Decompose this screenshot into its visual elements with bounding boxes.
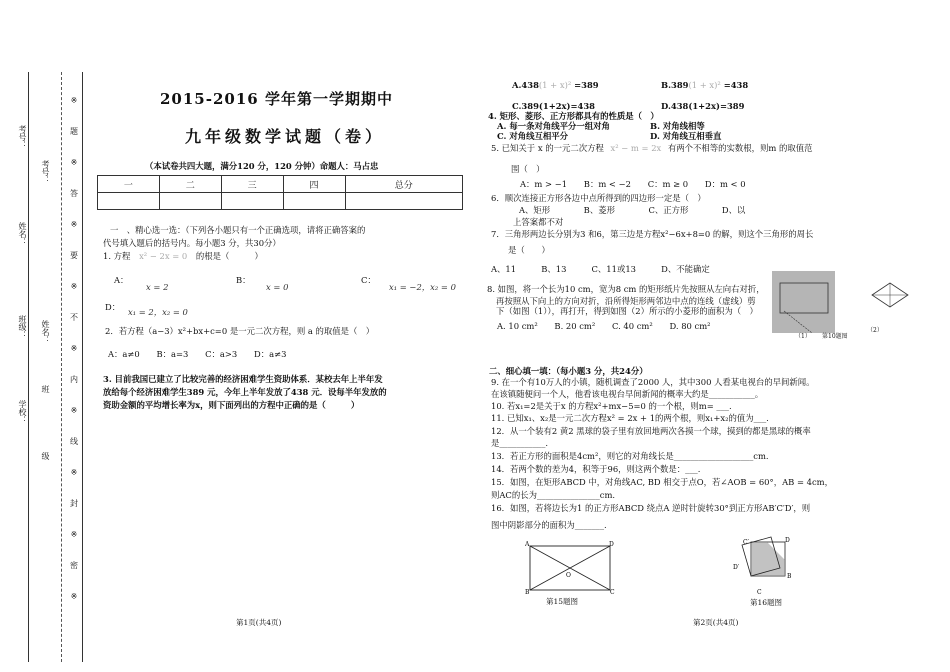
- q9-line-2: 在该镇随便问一个人，他看该电视台早间新闻的概率大约是___________。: [491, 389, 764, 399]
- seal-line: [61, 72, 62, 662]
- q10-stem: 10. 若x₁=2是关于x 的方程x²+mx−5=0 的一个根，则m= ___.: [491, 401, 732, 411]
- seal-text-column: [68, 85, 80, 612]
- margin-label-exam-no-2: 考号：: [41, 160, 50, 184]
- exam-info: （本试卷共四大题，满分120 分，120 分钟）命题人：马占忠: [145, 161, 379, 171]
- margin-line: [28, 72, 29, 662]
- score-header-1: 一: [98, 176, 160, 193]
- section2-heading: 二、细心填一填：（每小题3 分，共24分）: [489, 366, 648, 376]
- score-cell[interactable]: [345, 193, 463, 210]
- q5-line-2: 围（ ）: [511, 164, 545, 174]
- figure-q15: [525, 540, 615, 595]
- figure-q16: [727, 534, 797, 596]
- score-header-2: 二: [159, 176, 221, 193]
- margin-label-name-2: 姓名：: [41, 320, 50, 344]
- section1-heading-2: 代号填入题后的括号内。每小题3 分，共30分）: [103, 238, 281, 248]
- seal-char: ※: [70, 220, 78, 229]
- q9-line-1: 9. 在一个有10万人的小镇，随机调查了2000 人，其中300 人看某电视台的早间新闻。: [491, 377, 815, 387]
- q3-option-c: C.389(1+2x)=438: [512, 101, 596, 111]
- q1-option-c-value: x₁ = −2，x₂ = 0: [389, 282, 456, 292]
- q3-line-2: 放给每个经济困难学生389 元，今年上半年发放了438 元．设每半年发放的: [103, 387, 387, 397]
- seal-char: ※: [70, 530, 78, 539]
- score-cell[interactable]: [98, 193, 160, 210]
- q14-stem: 14．若两个数的差为4，积等于96，则这两个数是：___.: [491, 464, 701, 474]
- figure-q16-point-c: C: [757, 589, 762, 596]
- q8-line-2: 再按照从下向上的方向对折，沿所得矩形两邻边中点的连线（虚线）剪: [496, 296, 756, 306]
- seal-char: ※: [70, 158, 78, 167]
- figure-q15-caption: 第15题图: [546, 597, 579, 606]
- q1-option-d: D：: [105, 302, 121, 312]
- seal-char: 答: [70, 189, 78, 198]
- q3-option-d: D.438(1+2x)=389: [661, 101, 745, 111]
- q5-stem: 5. 已知关于 x 的一元二次方程 x² − m = 2x 有两个不相等的实数根，则m 的取值范: [491, 143, 813, 153]
- seal-char: 密: [70, 561, 78, 570]
- seal-char: 线: [70, 437, 78, 446]
- q8-line-3: 下（如图（1）），再打开，得到如图（2）所示的小菱形的面积为（ ）: [496, 306, 758, 316]
- seal-char: 题: [70, 127, 78, 136]
- q3-option-a: A.438(1 + x)² =389: [512, 80, 599, 90]
- q6-options: A、矩形 B、菱形 C、正方形 D、以: [519, 205, 746, 215]
- q16-line-2: 图中阴影部分的面积为_______.: [491, 520, 607, 530]
- q3-option-b: B.389(1 + x)² =438: [661, 80, 749, 90]
- seal-char: 不: [70, 313, 78, 322]
- q2-stem: 2．若方程（a−3）x²+bx+c=0 是一元二次方程，则 a 的取值是（ ）: [105, 326, 375, 336]
- seal-char: ※: [70, 468, 78, 477]
- seal-char: ※: [70, 592, 78, 601]
- seal-char: ※: [70, 96, 78, 105]
- figure-q15-point-d: D: [609, 541, 614, 548]
- q11-stem: 11. 已知x₁、x₂是一元二次方程x² = 2x + 1的两个根，则x₁+x₂的值为___.: [491, 413, 769, 423]
- q12-line-1: 12．从一个装有2 黄2 黑球的袋子里有放回地两次各摸一个球，摸到的都是黑球的概率: [491, 426, 811, 436]
- q4-option-b: B. 对角线相等: [650, 121, 705, 131]
- margin-label-school: 学校：: [18, 400, 27, 424]
- q1-stem: 1. 方程 x² − 2x = 0 的根是（ ）: [103, 251, 263, 261]
- figure-q15-point-b: B: [525, 589, 530, 595]
- figure-q10-caption: 第10题图: [822, 333, 848, 340]
- figure-q15-point-o: O: [566, 572, 571, 579]
- page-2-footer: 第2页(共4页): [693, 618, 739, 627]
- seal-border: [82, 72, 83, 662]
- q8-line-1: 8. 如图，将一个长为10 cm，宽为8 cm 的矩形纸片先按照从左向右对折，: [487, 284, 765, 294]
- q7-options: A、11 B、13 C、11或13 D、不能确定: [491, 264, 710, 274]
- q4-stem: 4. 矩形、菱形、正方形都具有的性质是（ ）: [488, 111, 659, 121]
- margin-label-ban: 班: [41, 385, 50, 393]
- exam-title: 2015-2016 学年第一学期期中: [160, 90, 393, 108]
- q6-stem: 6．顺次连接正方形各边中点所得到的四边形一定是（ ）: [491, 193, 706, 203]
- q8-options: A. 10 cm² B. 20 cm² C. 40 cm² D. 80 cm²: [497, 321, 711, 331]
- margin-label-name: 姓名：: [18, 222, 27, 246]
- q5-options: A：m > −1 B：m < −2 C：m ≥ 0 D：m < 0: [520, 179, 746, 189]
- score-cell[interactable]: [159, 193, 221, 210]
- q15-line-1: 15．如图，在矩形ABCD 中，对角线AC, BD 相交于点O，若∠AOB = 60°，AB = 4cm，: [491, 477, 833, 487]
- seal-char: ※: [70, 344, 78, 353]
- q12-line-2: 是___________.: [491, 438, 549, 448]
- figure-q10: [772, 271, 932, 337]
- figure-q15-point-a: A: [525, 541, 530, 548]
- score-cell[interactable]: [221, 193, 283, 210]
- figure-q10-paper: [772, 271, 835, 333]
- figure-q10-label-1: （1）: [795, 333, 811, 340]
- q1-option-a: A：: [114, 275, 129, 285]
- score-header-4: 四: [283, 176, 345, 193]
- seal-char: 内: [70, 375, 78, 384]
- figure-q16-point-c-prime: C′: [743, 539, 749, 546]
- seal-char: 封: [70, 499, 78, 508]
- seal-char: 要: [70, 251, 78, 260]
- exam-subtitle: 九年级数学试题（卷）: [185, 127, 386, 146]
- q13-stem: 13．若正方形的面积是4cm²，则它的对角线长是___________________cm.: [491, 451, 769, 461]
- seal-char: ※: [70, 282, 78, 291]
- q4-option-a: A. 每一条对角线平分一组对角: [497, 121, 610, 131]
- page-1-footer: 第1页(共4页): [236, 618, 282, 627]
- figure-q16-point-d: D: [785, 537, 790, 544]
- margin-label-class: 班级：: [18, 315, 27, 339]
- q16-line-1: 16．如图，若将边长为1 的正方形ABCD 绕点A 逆时针旋转30°到正方形AB′C′D′，则: [491, 503, 811, 513]
- seal-char: ※: [70, 406, 78, 415]
- q15-line-2: 则AC的长为_______________cm.: [491, 490, 616, 500]
- score-header-3: 三: [221, 176, 283, 193]
- figure-q16-point-d-prime: D′: [733, 564, 740, 571]
- q3-line-3: 资助金额的平均增长率为x，则下面列出的方程中正确的是（ ）: [103, 400, 360, 410]
- q7-stem: 7．三角形两边长分别为3 和6，第三边是方程x²−6x+8=0 的解，则这个三角形的周长: [491, 229, 814, 239]
- q1-option-b: B：: [236, 275, 251, 285]
- q1-option-d-value: x₁ = 2，x₂ = 0: [128, 307, 188, 317]
- q4-option-c: C. 对角线互相平分: [497, 131, 568, 141]
- q1-option-a-value: x = 2: [146, 282, 169, 292]
- score-table: [97, 175, 463, 210]
- figure-q10-label-2: （2）: [867, 327, 883, 334]
- q3-line-1: 3. 目前我国已建立了比较完善的经济困难学生资助体系．某校去年上半年发: [103, 374, 383, 384]
- q2-options: A：a≠0 B：a=3 C：a>3 D：a≠3: [108, 349, 287, 359]
- figure-q15-point-c: C: [610, 589, 615, 595]
- figure-q16-point-b: B: [787, 573, 792, 580]
- section1-heading: 一 、精心选一选：（下列各小题只有一个正确选项，请将正确答案的: [110, 225, 366, 235]
- figure-q16-caption: 第16题图: [750, 598, 783, 607]
- q4-option-d: D. 对角线互相垂直: [650, 131, 722, 141]
- margin-label-ji: 级: [41, 452, 50, 460]
- score-cell[interactable]: [283, 193, 345, 210]
- q1-option-c: C：: [361, 275, 376, 285]
- q1-option-b-value: x = 0: [266, 282, 289, 292]
- q7-line-2: 是（ ）: [508, 245, 550, 255]
- margin-label-exam-no: 考号：: [18, 125, 27, 149]
- q6-line-2: 上答案都不对: [513, 217, 564, 227]
- score-header-total: 总分: [345, 176, 463, 193]
